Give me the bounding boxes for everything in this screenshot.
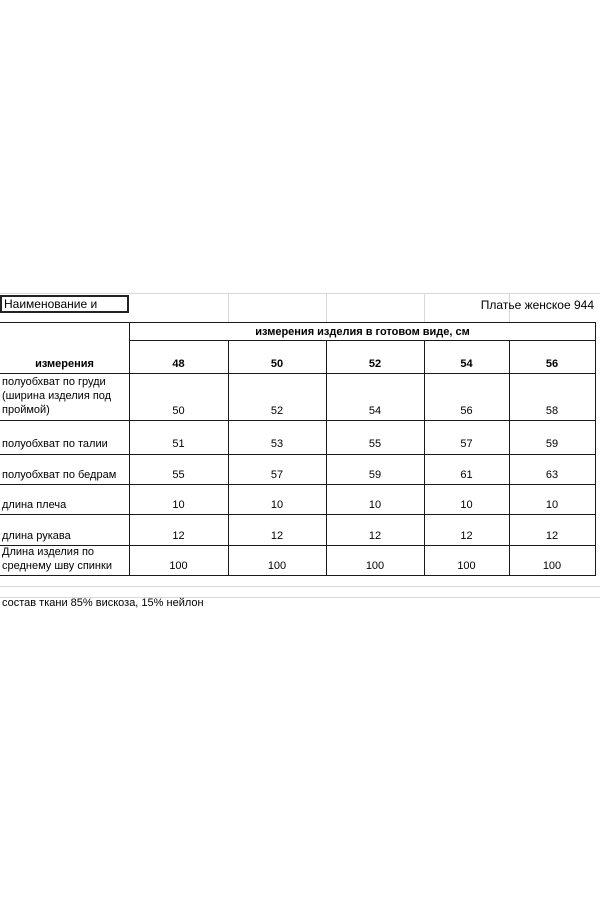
table-cell: 57	[460, 438, 473, 450]
header-group-label: измерения изделия в готовом виде, см	[255, 326, 470, 338]
gridline	[424, 293, 425, 322]
table-cell: 10	[172, 499, 185, 511]
table-cell: 57	[270, 469, 284, 481]
row-label: Длина изделия по	[2, 546, 95, 558]
table-cell: 54	[368, 405, 382, 417]
table-border	[129, 340, 596, 341]
gridline	[0, 293, 600, 294]
table-cell: 12	[460, 530, 473, 542]
table-cell: 100	[542, 560, 562, 572]
table-cell: 63	[545, 469, 559, 481]
row-label: полуобхват по груди	[2, 376, 106, 388]
table-border	[0, 373, 596, 374]
table-cell: 12	[172, 530, 185, 542]
fabric-composition-note: состав ткани 85% вискоза, 15% нейлон	[2, 597, 204, 609]
row-label: длина рукава	[2, 530, 71, 542]
size-header: 52	[368, 358, 382, 370]
gridline	[326, 293, 327, 322]
table-cell: 56	[460, 405, 473, 417]
size-header: 50	[270, 358, 284, 370]
table-cell: 52	[270, 405, 284, 417]
row-label: полуобхват по бедрам	[2, 469, 117, 481]
table-cell: 58	[545, 405, 559, 417]
table-border	[595, 322, 596, 575]
gridline	[228, 293, 229, 322]
table-cell: 10	[270, 499, 284, 511]
table-cell: 55	[172, 469, 185, 481]
title-cell[interactable]	[0, 295, 129, 313]
table-border	[0, 575, 596, 576]
row-label: проймой)	[2, 404, 50, 416]
table-cell: 12	[368, 530, 382, 542]
row-label: длина плеча	[2, 499, 67, 511]
table-cell: 10	[368, 499, 382, 511]
table-cell: 100	[267, 560, 287, 572]
table-cell: 59	[545, 438, 559, 450]
table-cell: 100	[457, 560, 476, 572]
gridline	[0, 586, 600, 587]
title-label: Наименование и	[4, 297, 98, 311]
table-cell: 51	[172, 438, 185, 450]
table-cell: 53	[270, 438, 284, 450]
table-border	[0, 420, 596, 421]
header-row-label: измерения	[35, 358, 94, 370]
size-header: 54	[460, 358, 473, 370]
table-cell: 55	[368, 438, 382, 450]
table-cell: 59	[368, 469, 382, 481]
size-header: 48	[172, 358, 185, 370]
table-border	[0, 454, 596, 455]
row-label: (ширина изделия под	[2, 390, 112, 402]
table-cell: 50	[172, 405, 185, 417]
table-border	[0, 322, 596, 323]
row-label: полуобхват по талии	[2, 438, 108, 450]
table-cell: 12	[545, 530, 559, 542]
table-cell: 12	[270, 530, 284, 542]
product-name: Платье женское 944	[480, 298, 594, 312]
row-label: среднему шву спинки	[2, 560, 112, 572]
table-cell: 10	[545, 499, 559, 511]
table-border	[0, 514, 596, 515]
table-cell: 100	[365, 560, 385, 572]
table-cell: 10	[460, 499, 473, 511]
size-header: 56	[545, 358, 559, 370]
table-cell: 100	[169, 560, 188, 572]
table-cell: 61	[460, 469, 473, 481]
table-border	[0, 484, 596, 485]
